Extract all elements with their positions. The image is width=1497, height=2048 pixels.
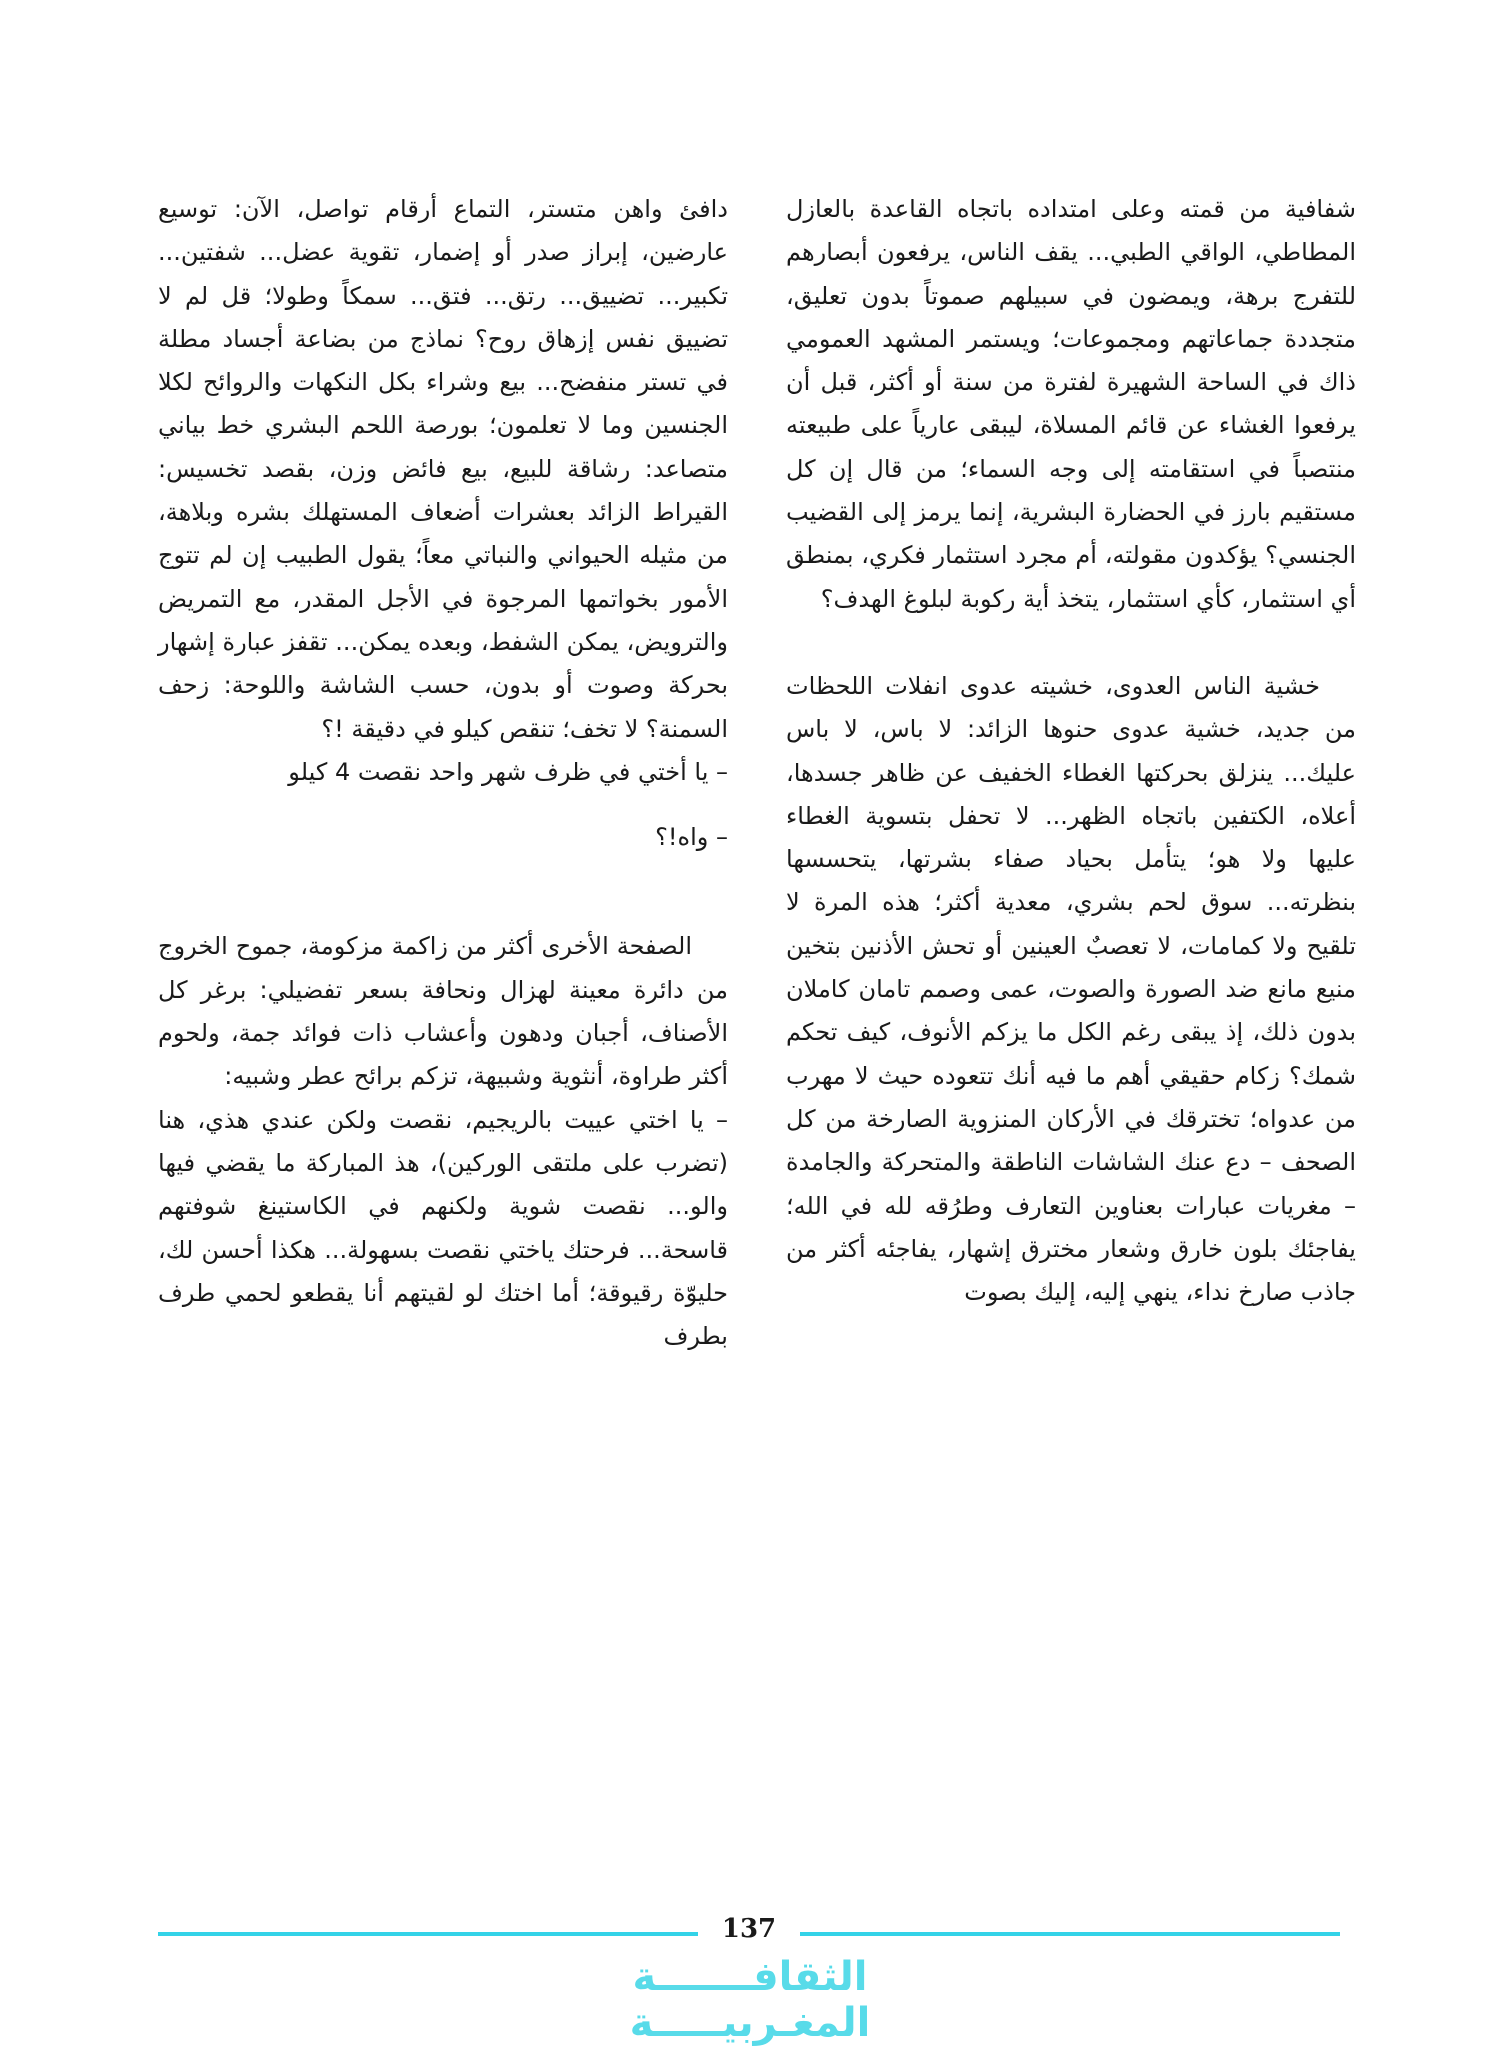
magazine-title: الثقافـــــــة المغـربيـــــة (629, 1954, 871, 2046)
left-column (158, 188, 728, 1358)
dialog-line: – يا أختي في ظرف شهر واحد نقصت 4 كيلو (288, 757, 728, 786)
dialog-line: – يا اختي عييت بالريجيم، نقصت ولكن عندي هذي، هنا (تضرب على ملتقى الوركين)، هذ المباركة ما يقضي فيها والو... نقصت شوية ولكنهم في الكاستينغ شوفتهم قاسحة... فرحتك ياختي نقصت بسهولة... هكذا أحسن لك، حليوّة رقيوقة؛ أما اختك لو لقيتهم أنا يقطعو لحمي طرف بطرف (158, 1105, 728, 1351)
paragraph: دافئ واهن متستر، التماع أرقام تواصل، الآن: توسيع عارضين، إبراز صدر أو إضمار، تقوية عضل... شفتين... تكبير... تضييق... رتق... فتق... سمكاً وطولا؛ قل لم لا تضييق نفس إزهاق روح؟ نماذج من بضاعة أجساد مطلة في تستر منفضح... بيع وشراء بكل النكهات والروائح لكلا الجنسين وما لا تعلمون؛ بورصة اللحم البشري خط بياني متصاعد: رشاقة للبيع، بيع فائض وزن، بقصد تخسيس: القيراط الزائد بعشرات أضعاف المستهلك بشره وبلاهة، من مثيله الحيواني والنباتي معاً؛ يقول الطبيب إن لم تتوج الأمور بخواتمها المرجوة في الأجل المقدر، مع التمريض والترويض، يمكن الشفط، وبعده يمكن... تقفز عبارة إشهار بحركة وصوت أو بدون، حسب الشاشة واللوحة: زحف السمنة؟ لا تخف؛ تنقص كيلو في دقيقة !؟ (158, 195, 728, 743)
paragraph: خشية الناس العدوى، خشيته عدوى انفلات اللحظات من جديد، خشية عدوى حنوها الزائد: لا باس، لا باس عليك... ينزلق بحركتها الغطاء الخفيف عن ظاهر جسدها، أعلاه، الكتفين باتجاه الظهر... لا تحفل بتسوية الغطاء عليها ولا هو؛ يتأمل بحياد صفاء بشرتها، يتحسسها بنظرته... سوق لحم بشري، معدية أكثر؛ هذه المرة لا تلقيح ولا كمامات، لا تعصبٌ العينين أو تحش الأذنين بتخين منيع مانع ضد الصورة والصوت، عمى وصمم تامان كاملان بدون ذلك، إذ يبقى رغم الكل ما يزكم الأنوف، كيف تحكم شمك؟ زكام حقيقي أهم ما فيه أنك تتعوده حيث لا مهرب من عدواه؛ تخترقك في الأركان المنزوية الصارخة من كل الصحف – دع عنك الشاشات الناطقة والمتحركة والجامدة – مغريات عبارات بعناوين التعارف وطرُقه لله في الله؛ يفاجئك بلون خارق وشعار مخترق إشهار، يفاجئه أكثر من جاذب صارخ نداء، ينهي إليه، إليك بصوت (786, 671, 1356, 1307)
paragraph-spacer (786, 621, 1356, 665)
footer-divider-right (800, 1932, 1340, 1936)
right-column (786, 188, 1356, 1314)
page-number: 137 (721, 1914, 777, 1944)
paragraph-spacer (158, 859, 728, 903)
footer-divider-left (158, 1932, 698, 1936)
dialog-line: – واه!؟ (655, 823, 728, 852)
paragraph: شفافية من قمته وعلى امتداده باتجاه القاعدة بالعازل المطاطي، الواقي الطبي... يقف الناس، يرفعون أبصارهم للتفرج برهة، ويمضون في سبيلهم صموتاً بدون تعليق، متجددة جماعاتهم ومجموعات؛ ويستمر المشهد العمومي ذاك في الساحة الشهيرة لفترة من سنة أو أكثر، قبل أن يرفعوا الغشاء عن قائم المسلاة، ليبقى عارياً على طبيعته منتصباً في استقامته إلى وجه السماء؛ من قال إن كل مستقيم بارز في الحضارة البشرية، إنما يرمز إلى القضيب الجنسي؟ يؤكدون مقولته، أم مجرد استثمار فكري، بمنطق أي استثمار، كأي استثمار، يتخذ أية ركوبة لبلوغ الهدف؟ (786, 195, 1356, 613)
paragraph-spacer (158, 794, 728, 816)
paragraph-spacer (158, 903, 728, 925)
paragraph: الصفحة الأخرى أكثر من زاكمة مزكومة، جموح الخروج من دائرة معينة لهزال ونحافة بسعر تفضيلي: برغر كل الأصناف، أجبان ودهون وأعشاب ذات فوائد جمة، ولحوم أكثر طراوة، أنثوية وشبيهة، تزكم برائح عطر وشبيه: (158, 932, 728, 1091)
